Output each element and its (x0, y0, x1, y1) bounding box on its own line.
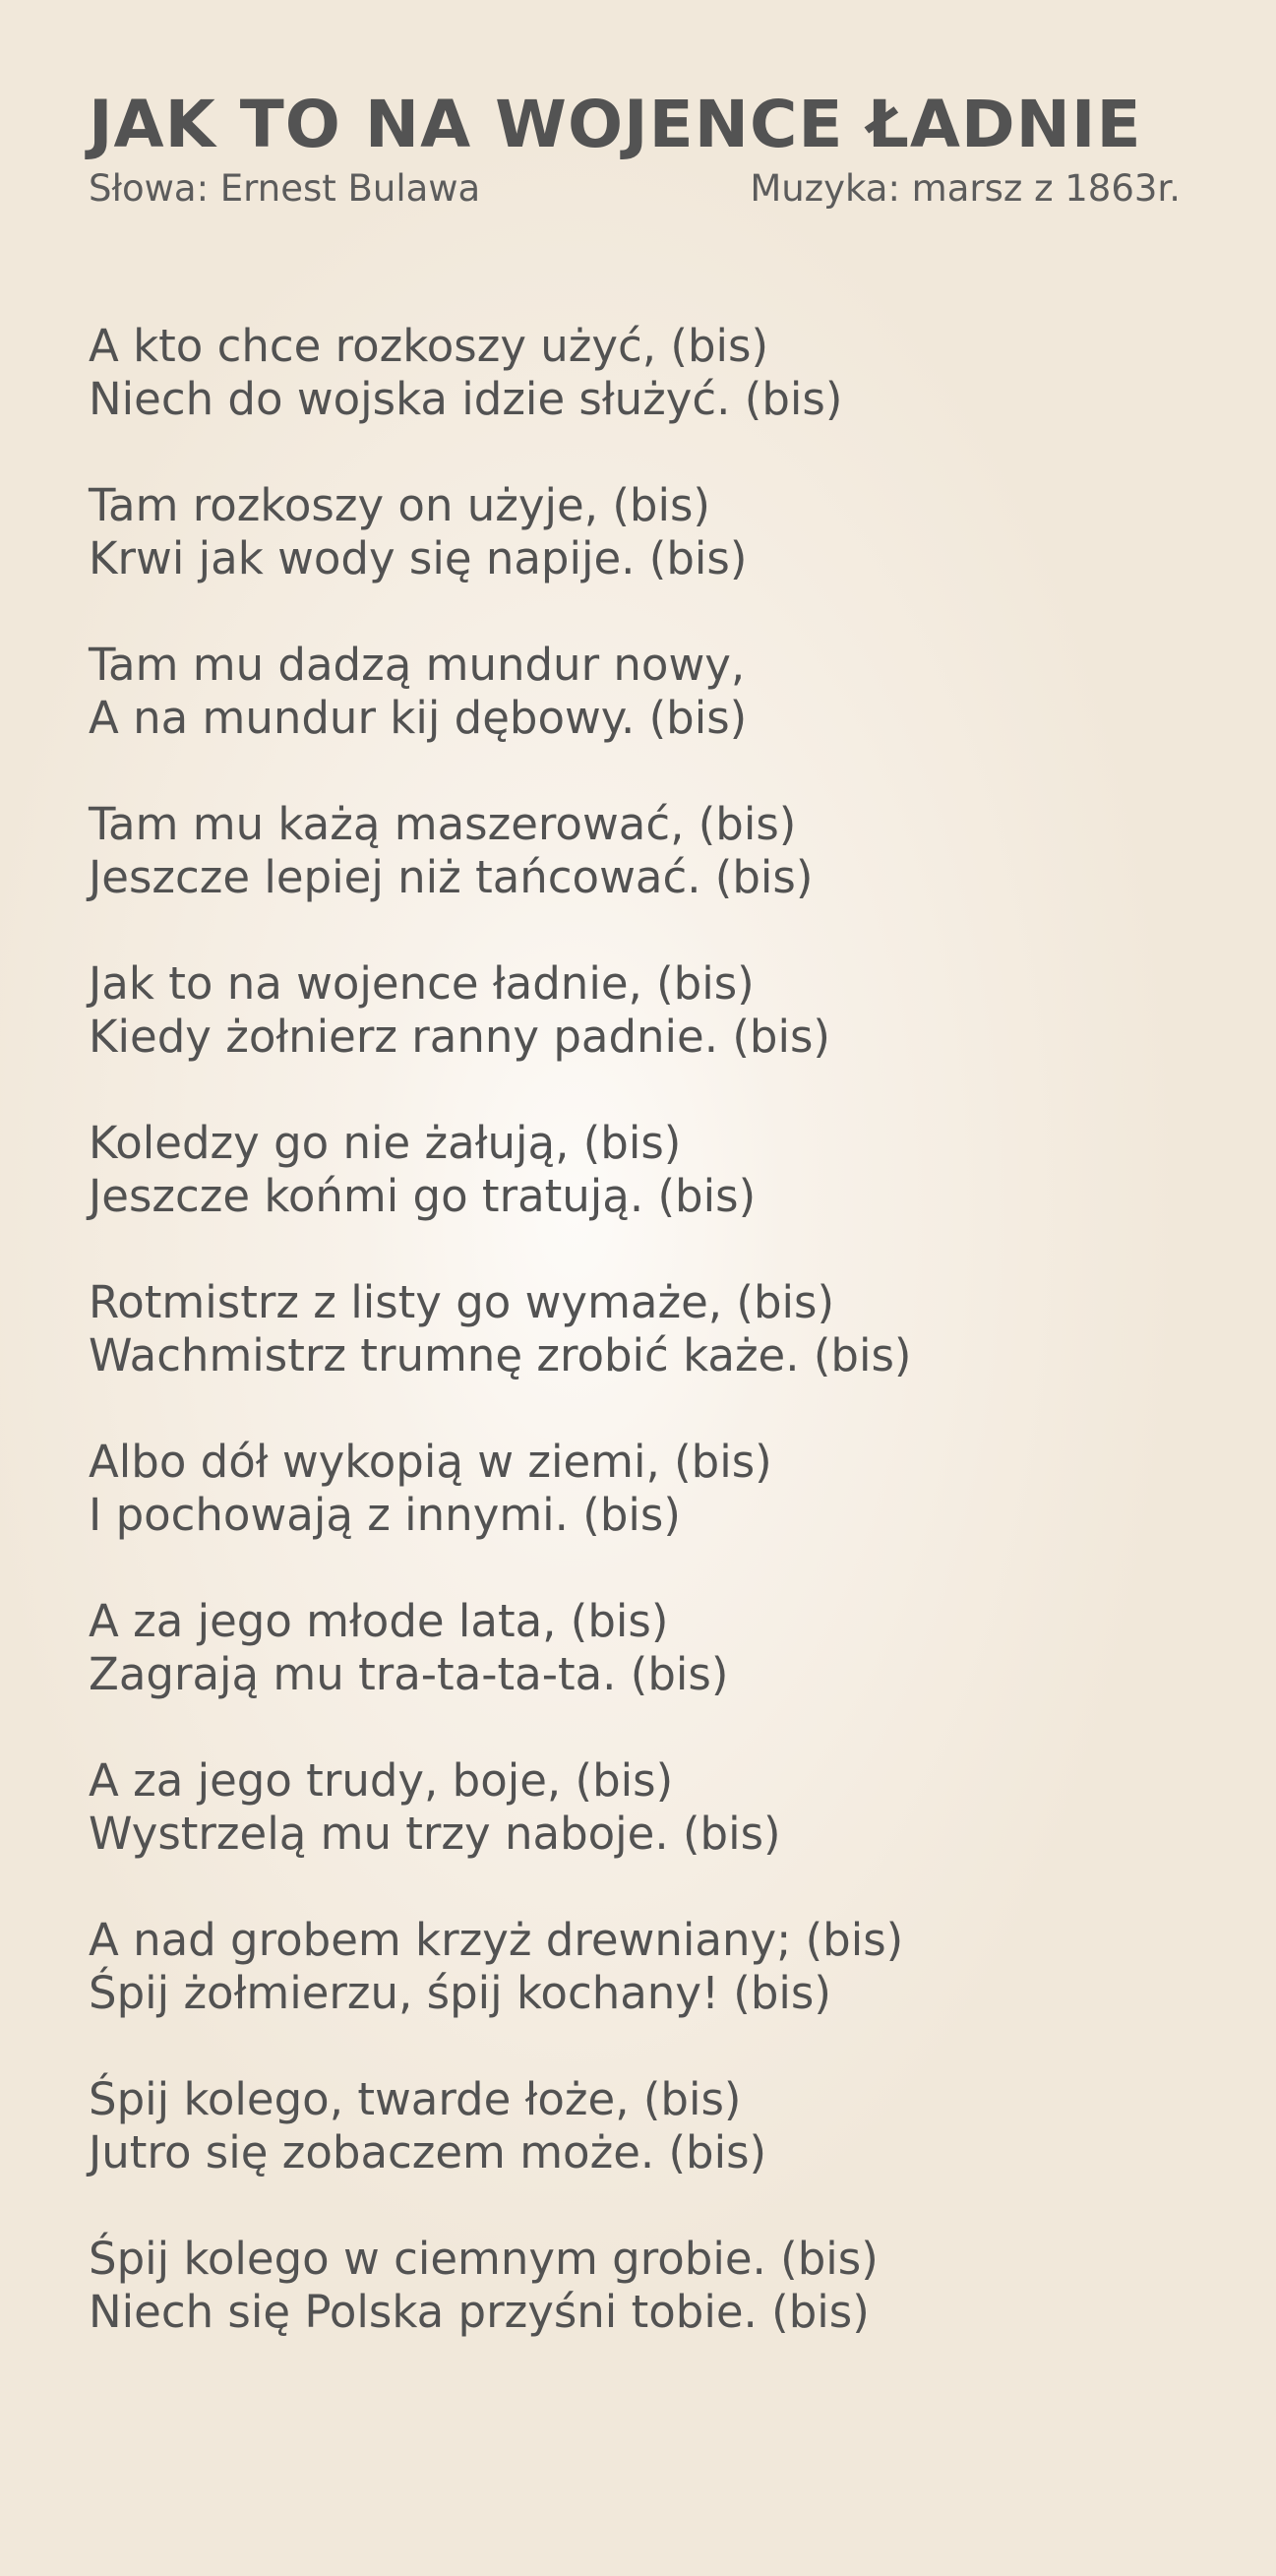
verse (89, 1117, 1220, 1276)
verse-line: Śpij żołmierzu, śpij kochany! (bis) (89, 1967, 831, 2019)
verse-line: A nad grobem krzyż drewniany; (bis) (89, 1914, 904, 1966)
verse-line: Niech się Polska przyśni tobie. (bis) (89, 2286, 870, 2338)
verse-line: Niech do wojska idzie służyć. (bis) (89, 373, 843, 425)
verse (89, 1595, 1220, 1754)
song-title: JAK TO NA WOJENCE ŁADNIE (89, 87, 1142, 162)
verse-line: Tam rozkoszy on użyje, (bis) (89, 479, 710, 531)
verse-line: Albo dół wykopią w ziemi, (bis) (89, 1436, 772, 1488)
verse-line: A kto chce rozkoszy użyć, (bis) (89, 320, 769, 372)
verse (89, 1914, 1220, 2073)
verse-line: A za jego trudy, boje, (bis) (89, 1754, 674, 1807)
verse (89, 1276, 1220, 1436)
verse (89, 479, 1220, 639)
verse-line: Koledzy go nie żałują, (bis) (89, 1117, 682, 1169)
verse (89, 639, 1220, 798)
verse-line: Zagrają mu tra-ta-ta-ta. (bis) (89, 1648, 729, 1700)
verse (89, 320, 1220, 479)
music-credit: Muzyka: marsz z 1863r. (750, 167, 1181, 210)
verse-line: Śpij kolego, twarde łoże, (bis) (89, 2073, 742, 2125)
lyrics (89, 320, 1220, 2392)
verse-line: Krwi jak wody się napije. (bis) (89, 532, 748, 584)
verse-line: Śpij kolego w ciemnym grobie. (bis) (89, 2233, 879, 2285)
verse-line: Tam mu dadzą mundur nowy, (89, 639, 746, 691)
verse-line: A za jego młode lata, (bis) (89, 1595, 669, 1647)
verse-line: Wachmistrz trumnę zrobić każe. (bis) (89, 1329, 912, 1381)
verse (89, 798, 1220, 957)
verse-line: Tam mu każą maszerować, (bis) (89, 798, 797, 850)
verse (89, 1754, 1220, 1914)
verse (89, 2233, 1220, 2392)
verse-line: Jeszcze końmi go tratują. (bis) (89, 1170, 757, 1222)
verse-line: Jutro się zobaczem może. (bis) (89, 2126, 767, 2178)
credits-row (89, 165, 1181, 213)
verse-line: Jak to na wojence ładnie, (bis) (89, 957, 755, 1010)
verse-line: Wystrzelą mu trzy naboje. (bis) (89, 1808, 781, 1860)
verse-line: Jeszcze lepiej niż tańcować. (bis) (89, 851, 814, 903)
verse-line: Rotmistrz z listy go wymaże, (bis) (89, 1276, 835, 1328)
lyrics-author-credit: Słowa: Ernest Bulawa (89, 167, 481, 210)
verse (89, 2073, 1220, 2233)
verse-line: A na mundur kij dębowy. (bis) (89, 692, 748, 744)
verse (89, 1436, 1220, 1595)
verse-line: I pochowają z innymi. (bis) (89, 1489, 681, 1541)
verse-line: Kiedy żołnierz ranny padnie. (bis) (89, 1011, 830, 1063)
verse (89, 957, 1220, 1117)
